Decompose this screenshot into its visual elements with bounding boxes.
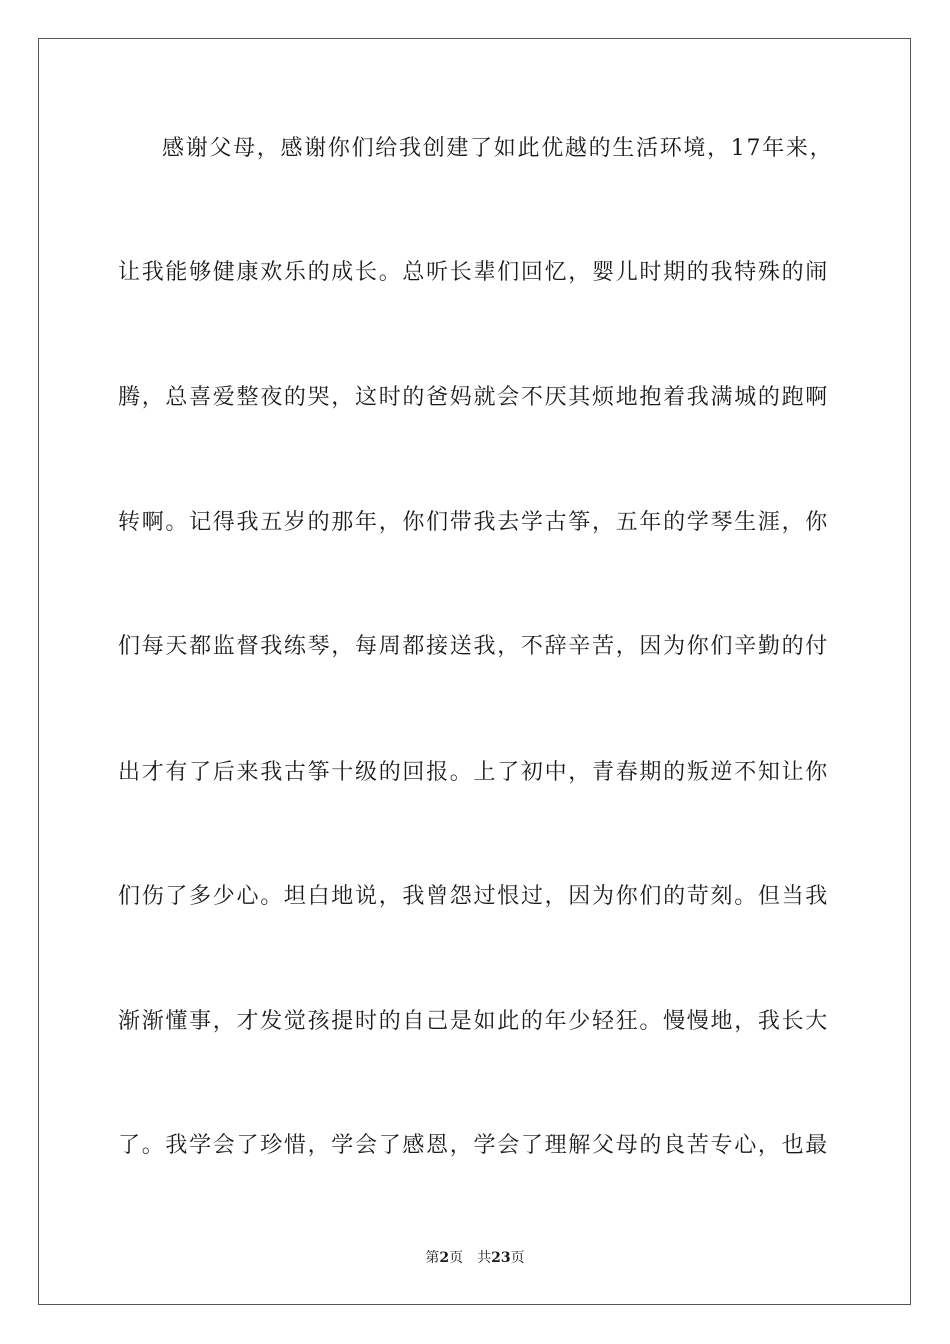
paragraph-line-9: 了。我学会了珍惜，学会了感恩，学会了理解父母的良苦专心，也最 — [118, 1133, 830, 1158]
total-pages: 23 — [491, 1250, 511, 1266]
paragraph-line-7: 们伤了多少心。坦白地说，我曾怨过恨过，因为你们的苛刻。但当我 — [118, 884, 830, 909]
paragraph-line-3: 腾，总喜爱整夜的哭，这时的爸妈就会不厌其烦地抱着我满城的跑啊 — [118, 385, 830, 410]
page-prefix: 第 — [425, 1250, 440, 1266]
paragraph-line-5: 们每天都监督我练琴，每周都接送我，不辞辛苦，因为你们辛勤的付 — [118, 634, 830, 659]
paragraph-line-2: 让我能够健康欢乐的成长。总听长辈们回忆，婴儿时期的我特殊的闹 — [118, 260, 830, 285]
paragraph-line-6: 出才有了后来我古筝十级的回报。上了初中，青春期的叛逆不知让你 — [118, 760, 830, 785]
paragraph-line-4: 转啊。记得我五岁的那年，你们带我去学古筝，五年的学琴生涯，你 — [118, 510, 830, 535]
page-footer — [0, 1249, 950, 1267]
total-suffix: 页 — [510, 1250, 525, 1266]
page-border — [38, 38, 911, 1305]
page-number: 2 — [439, 1250, 450, 1266]
paragraph-line-1: 感谢父母，感谢你们给我创建了如此优越的生活环境，17年来， — [162, 136, 834, 161]
paragraph-line-8: 渐渐懂事，才发觉孩提时的自己是如此的年少轻狂。慢慢地，我长大 — [118, 1009, 830, 1034]
total-prefix: 共 — [477, 1250, 492, 1266]
page-suffix: 页 — [449, 1250, 464, 1266]
